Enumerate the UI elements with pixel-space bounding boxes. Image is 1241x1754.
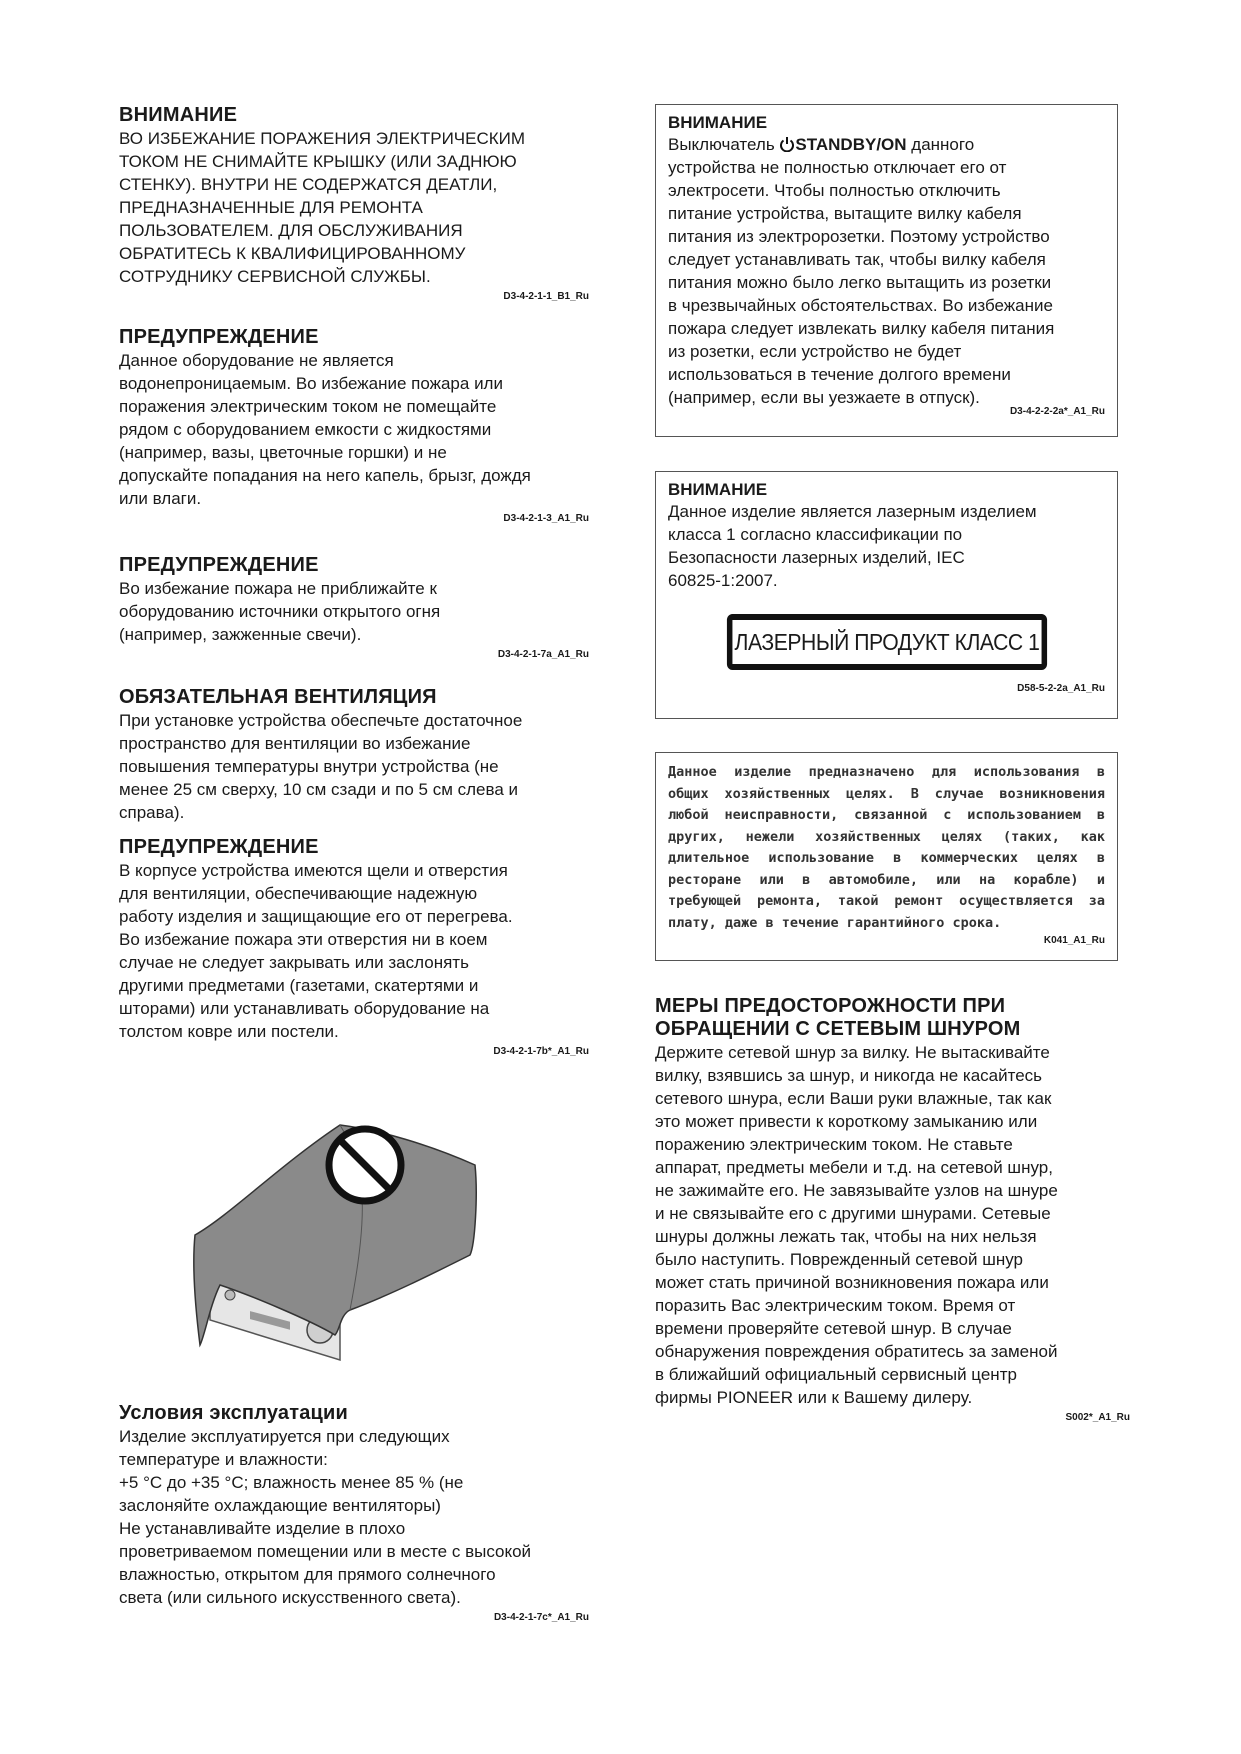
section-title: Условия эксплуатации [119, 1402, 348, 1424]
doc-code: D3-4-2-1-7c*_A1_Ru [493, 1612, 589, 1623]
doc-code: D3-4-2-1-1_B1_Ru [503, 291, 589, 302]
section-text: В корпусе устройства имеются щели и отверстия для вентиляции, обеспечивающие надежную работу изделия и защищающие его от перегрева. Во избежание пожара эти отверстия ни в коем случае не следует закрывать или заслонять другими предметами (газетами, скатертями и шторами) или устанавливать оборудование на толстом ковре или постели. [119, 861, 513, 1041]
section-power-cord [655, 995, 1130, 1425]
doc-code: D3-4-2-1-3_A1_Ru [503, 513, 589, 524]
text-fragment: данного [906, 135, 975, 154]
section-ventilation [119, 686, 589, 824]
section-text: При установке устройства обеспечьте достаточное пространство для вентиляции во избежание повышения температуры внутри устройства (не менее 25 см сверху, 10 см сзади и по 5 см слева и справа). [119, 711, 523, 822]
section-text: Держите сетевой шнур за вилку. Не вытаскивайте вилку, взявшись за шнур, и никогда не касайтесь сетевого шнура, если Ваши руки влажные, так как это может привести к короткому замыканию или поражению электрическим током. Не ставьте аппарат, предметы мебели и т.д. на сетевой шнур, не зажимайте его. Не завязывайте узлов на шнуре и не связывайте его с другими шнурами. Сетевые шнуры должны лежать так, чтобы на них нельзя было наступить. Поврежденный сетевой шнур может стать причиной возникновения пожара или поразить Вас электрическим током. Время от времени проверяйте сетевой шнур. В случае обнаружения повреждения обратитесь за заменой в ближайший официальный сервисный центр фирмы PIONEER или к Вашему дилеру. [655, 1043, 1058, 1407]
doc-code: K041_A1_Ru [1043, 935, 1105, 946]
household-use-notice-box [655, 752, 1118, 961]
section-warning-water [119, 326, 589, 526]
doc-code: D3-4-2-2-2a*_A1_Ru [1009, 406, 1105, 417]
section-caution-cover [119, 104, 589, 304]
laser-class-label: ЛАЗЕРНЫЙ ПРОДУКТ КЛАСС 1 [726, 614, 1046, 670]
section-warning-openings [119, 836, 589, 1059]
section-title: ПРЕДУПРЕЖДЕНИЕ [119, 836, 319, 858]
box-text: устройства не полностью отключает его от электросети. Чтобы полностью отключить питание устройства, вытащите вилку кабеля питания из электророзетки. Поэтому устройство следует устанавливать так, чтобы вилку кабеля питания можно было легко вытащить из розетки в чрезвычайных обстоятельствах. Во избежание пожара следует извлекать вилку кабеля питания из розетки, если устройство не будет использоваться в течение долгого времени (например, если вы уезжаете в отпуск). [668, 158, 1055, 407]
section-operating-conditions [119, 1402, 589, 1625]
covered-device-illustration [190, 1105, 480, 1365]
prohibition-icon [329, 1129, 401, 1201]
section-text: Во избежание пожара не приближайте к оборудованию источники открытого огня (например, зажженные свечи). [119, 579, 441, 644]
section-warning-fire [119, 554, 589, 662]
caution-box-standby [655, 104, 1118, 437]
section-title: ПРЕДУПРЕЖДЕНИЕ [119, 326, 319, 348]
section-title: ПРЕДУПРЕЖДЕНИЕ [119, 554, 319, 576]
section-title: ВНИМАНИЕ [119, 104, 238, 126]
section-text: Данное оборудование не является водонепроницаемым. Во избежание пожара или поражения электрическим током не помещайте рядом с оборудованием емкости с жидкостями (например, вазы, цветочные горшки) и не допускайте попадания на него капель, брызг, дождя или влаги. [119, 351, 531, 508]
standby-switch-label: STANDBY/ON [795, 135, 907, 154]
caution-box-laser [655, 471, 1118, 719]
box-title: ВНИМАНИЕ [668, 113, 768, 132]
section-title: ОБЯЗАТЕЛЬНАЯ ВЕНТИЛЯЦИЯ [119, 686, 437, 708]
box-text: Данное изделие предназначено для использования в общих хозяйственных целях. В случае возникновения любой неисправности, связанной с использованием в других, нежели хозяйственных целях (таких, как длительное использование в коммерческих целях в ресторане или в автомобиле, или на корабле) и требующей ремонта, такой ремонт осуществляется за плату, даже в течение гарантийного срока. [668, 764, 1105, 931]
box-title: ВНИМАНИЕ [668, 480, 768, 499]
doc-code: D3-4-2-1-7a_A1_Ru [497, 649, 589, 660]
box-text: Данное изделие является лазерным изделием класса 1 согласно классификации по Безопасности лазерных изделий, IEC 60825-1:2007. [668, 502, 1037, 590]
doc-code: D58-5-2-2a_A1_Ru [1017, 683, 1105, 694]
doc-code: D3-4-2-1-7b*_A1_Ru [493, 1046, 589, 1057]
doc-code: S002*_A1_Ru [1065, 1412, 1130, 1423]
text-fragment: Выключатель [668, 135, 780, 154]
section-title: МЕРЫ ПРЕДОСТОРОЖНОСТИ ПРИ ОБРАЩЕНИИ С СЕТЕВЫМ ШНУРОМ [655, 995, 1021, 1040]
section-text: ВО ИЗБЕЖАНИЕ ПОРАЖЕНИЯ ЭЛЕКТРИЧЕСКИМ ТОКОМ НЕ СНИМАЙТЕ КРЫШКУ (ИЛИ ЗАДНЮЮ СТЕНКУ). ВНУТРИ НЕ СОДЕРЖАТСЯ ДЕАТЛИ, ПРЕДНАЗНАЧЕННЫЕ ДЛЯ РЕМОНТА ПОЛЬЗОВАТЕЛЕМ. ДЛЯ ОБСЛУЖИВАНИЯ ОБРАТИТЕСЬ К КВАЛИФИЦИРОВАННОМУ СОТРУДНИКУ СЕРВИСНОЙ СЛУЖБЫ. [119, 129, 526, 286]
box-first-line [668, 133, 1105, 156]
power-icon [779, 135, 795, 151]
section-text: Изделие эксплуатируется при следующих температуре и влажности: +5 °C до +35 °C; влажность менее 85 % (не заслоняйте охлаждающие вентиляторы) Не устанавливайте изделие в плохо проветриваемом помещении или в месте с высокой влажностью, открытом для прямого солнечного света (или сильного искусственного света). [119, 1427, 532, 1607]
